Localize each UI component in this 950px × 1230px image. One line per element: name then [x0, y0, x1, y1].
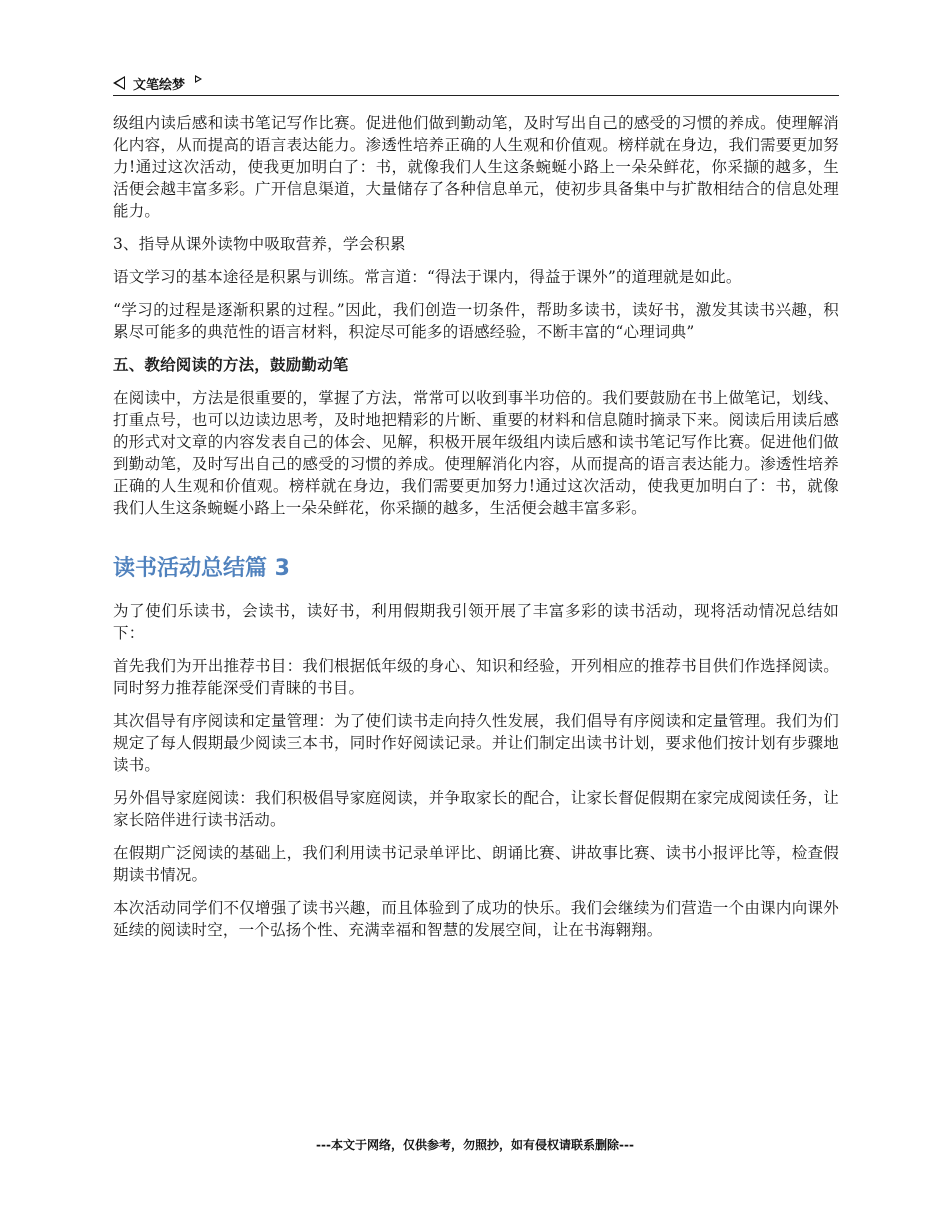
document-body	[113, 112, 839, 952]
paragraph: “学习的过程是逐渐积累的过程。”因此，我们创造一切条件，帮助多读书，读好书，激发其读书兴趣，积累尽可能多的典范性的语言材料，积淀尽可能多的语感经验，不断丰富的“心理词典”	[113, 301, 839, 341]
header-brand: 文笔绘梦	[133, 77, 186, 93]
paragraph: 首先我们为开出推荐书目：我们根据低年级的身心、知识和经验，开列相应的推荐书目供们作选择阅读。同时努力推荐能深受们青睐的书目。	[113, 657, 839, 697]
paragraph: 另外倡导家庭阅读：我们积极倡导家庭阅读，并争取家长的配合，让家长督促假期在家完成阅读任务，让家长陪伴进行读书活动。	[113, 789, 839, 829]
paragraph: 为了使们乐读书，会读书，读好书，利用假期我引领开展了丰富多彩的读书活动，现将活动情况总结如下：	[113, 602, 839, 642]
paragraph: 本次活动同学们不仅增强了读书兴趣，而且体验到了成功的快乐。我们会继续为们营造一个由课内向课外延续的阅读时空，一个弘扬个性、充满幸福和智慧的发展空间，让在书海翱翔。	[113, 899, 839, 939]
page-header	[113, 71, 839, 96]
triangle-left-icon	[113, 76, 125, 90]
page-footer: ---本文于网络，仅供参考，勿照抄，如有侵权请联系删除---	[316, 1138, 634, 1152]
section-subheading: 五、教给阅读的方法，鼓励勤动笔	[113, 356, 349, 374]
paragraph: 在假期广泛阅读的基础上，我们利用读书记录单评比、朗诵比赛、讲故事比赛、读书小报评比等，检查假期读书情况。	[113, 844, 839, 884]
paragraph: 其次倡导有序阅读和定量管理：为了使们读书走向持久性发展，我们倡导有序阅读和定量管理。我们为们规定了每人假期最少阅读三本书，同时作好阅读记录。并让们制定出读书计划，要求他们按计划有步骤地读书。	[113, 712, 839, 774]
paragraph: 3、指导从课外读物中吸取营养，学会积累	[113, 235, 406, 253]
paragraph: 级组内读后感和读书笔记写作比赛。促进他们做到勤动笔，及时写出自己的感受的习惯的养成。使理解消化内容，从而提高的语言表达能力。渗透性培养正确的人生观和价值观。榜样就在身边，我们需要更加努力!通过这次活动，使我更加明白了：书，就像我们人生这条蜿蜒小路上一朵朵鲜花，你采撷的越多，生活便会越丰富多彩。广开信息渠道，大量储存了各种信息单元，使初步具备集中与扩散相结合的信息处理能力。	[113, 114, 839, 220]
paragraph: 语文学习的基本途径是积累与训练。常言道：“得法于课内，得益于课外”的道理就是如此。	[113, 268, 742, 286]
paragraph: 在阅读中，方法是很重要的，掌握了方法，常常可以收到事半功倍的。我们要鼓励在书上做笔记，划线、打重点号，也可以边读边思考，及时地把精彩的片断、重要的材料和信息随时摘录下来。阅读后用读后感的形式对文章的内容发表自己的体会、见解，积极开展年级组内读后感和读书笔记写作比赛。促进他们做到勤动笔，及时写出自己的感受的习惯的养成。使理解消化内容，从而提高的语言表达能力。渗透性培养正确的人生观和价值观。榜样就在身边，我们需要更加努力!通过这次活动，使我更加明白了：书，就像我们人生这条蜿蜒小路上一朵朵鲜花，你采撷的越多，生活便会越丰富多彩。	[113, 389, 839, 517]
triangle-right-icon	[195, 75, 202, 83]
section-heading: 读书活动总结篇 3	[113, 556, 290, 581]
